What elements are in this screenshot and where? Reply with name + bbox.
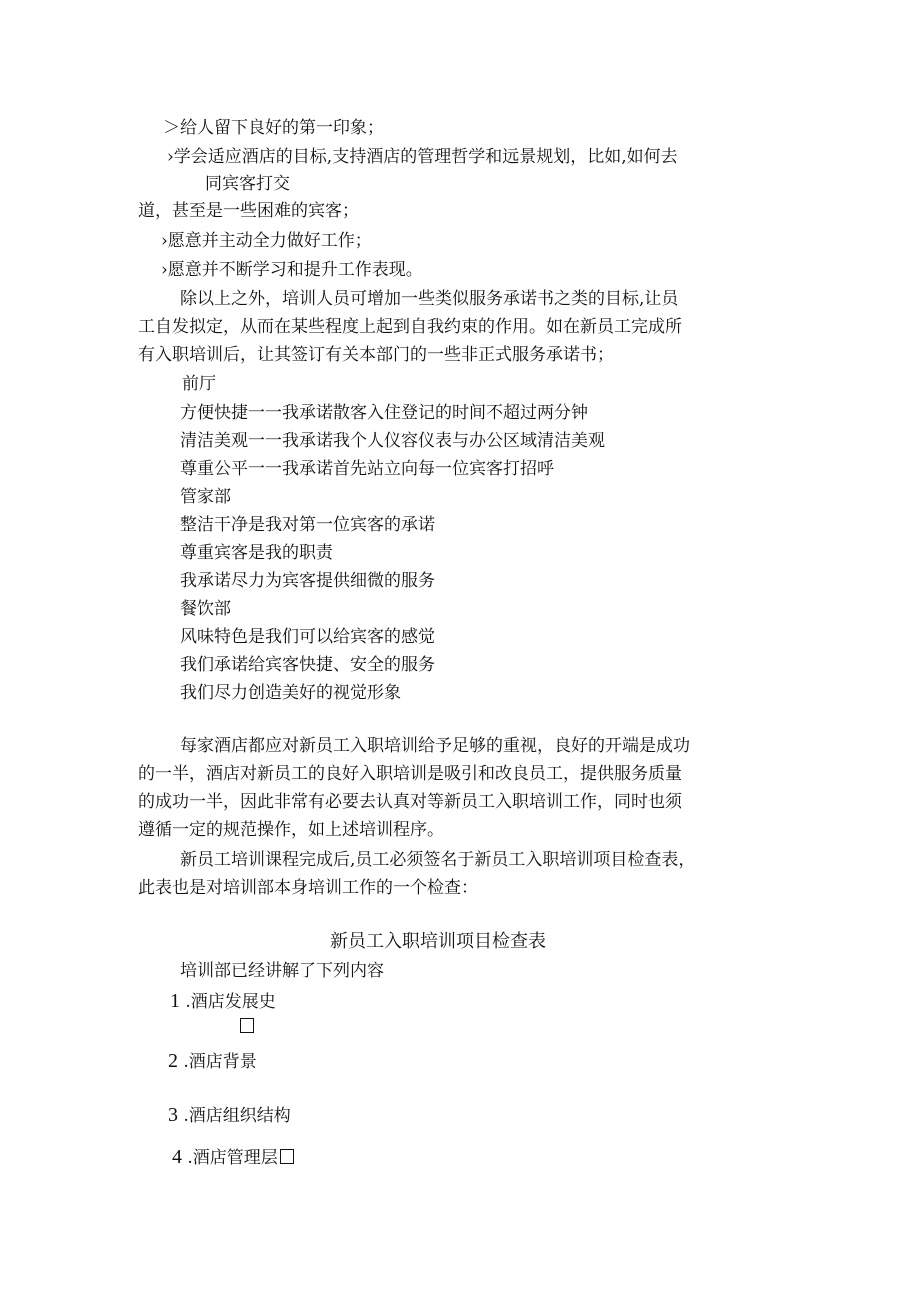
para3-line-1: 新员工培训课程完成后,员工必须签名于新员工入职培训项目检查表， xyxy=(180,850,696,870)
para2-line-1: 每家酒店都应对新员工入职培训给予足够的重视，良好的开端是成功 xyxy=(180,736,690,756)
checklist-item-4 xyxy=(172,1146,294,1169)
bullet-adapt-goals-cont2: 道，甚至是一些困难的宾客； xyxy=(138,201,359,221)
pledge-item: 清洁美观一一我承诺我个人仪容仪表与办公区域清洁美观 xyxy=(180,431,605,451)
checkbox-icon[interactable] xyxy=(240,1018,254,1033)
checklist-item-3 xyxy=(168,1104,291,1127)
checklist-item-number: 1 xyxy=(170,990,180,1012)
checklist-item-text: .酒店背景 xyxy=(183,1052,257,1072)
pledge-item: 风味特色是我们可以给宾客的感觉 xyxy=(180,627,435,647)
checklist-item-1 xyxy=(170,990,276,1013)
bullet-adapt-goals: ›学会适应酒店的目标,支持酒店的管理哲学和远景规划，比如,如何去 xyxy=(167,147,678,167)
checkbox-icon[interactable] xyxy=(280,1149,294,1164)
checklist-item-number: 3 xyxy=(168,1104,178,1126)
para2-line-4: 遵循一定的规范操作，如上述培训程序。 xyxy=(138,820,444,840)
bullet-willing-learn: ›愿意并不断学习和提升工作表现。 xyxy=(161,260,423,280)
checklist-item-number: 4 xyxy=(172,1146,182,1168)
intro-line-2: 工自发拟定，从而在某些程度上起到自我约束的作用。如在新员工完成所 xyxy=(138,317,682,337)
para3-line-2: 此表也是对培训部本身培训工作的一个检查： xyxy=(138,878,478,898)
para2-line-3: 的成功一半，因此非常有必要去认真对等新员工入职培训工作，同时也须 xyxy=(138,792,682,812)
para2-line-2: 的一半，酒店对新员工的良好入职培训是吸引和改良员工，提供服务质量 xyxy=(138,764,682,784)
pledge-item: 尊重公平一一我承诺首先站立向每一位宾客打招呼 xyxy=(180,459,554,479)
pledge-item: 我承诺尽力为宾客提供细微的服务 xyxy=(180,571,435,591)
pledge-fnb-title: 餐饮部 xyxy=(180,599,231,619)
checklist-item-text: .酒店发展史 xyxy=(185,992,276,1012)
pledge-item: 尊重宾客是我的职责 xyxy=(180,543,333,563)
bullet-first-impression: ＞给人留下良好的第一印象； xyxy=(163,118,384,138)
pledge-item: 整洁干净是我对第一位宾客的承诺 xyxy=(180,515,435,535)
checklist-item-2 xyxy=(168,1050,257,1073)
checklist-item-1-checkbox[interactable] xyxy=(238,1016,254,1038)
checklist-item-text: .酒店管理层 xyxy=(187,1148,278,1168)
checklist-item-text: .酒店组织结构 xyxy=(183,1106,291,1126)
pledge-item: 我们尽力创造美好的视觉形象 xyxy=(180,683,401,703)
pledge-front-desk-title: 前厅 xyxy=(182,374,216,394)
pledge-item: 方便快捷一一我承诺散客入住登记的时间不超过两分钟 xyxy=(180,403,588,423)
pledge-housekeeping-title: 管家部 xyxy=(180,487,231,507)
checklist-item-number: 2 xyxy=(168,1050,178,1072)
bullet-willing-work: ›愿意并主动全力做好工作； xyxy=(161,231,372,251)
pledge-item: 我们承诺给宾客快捷、安全的服务 xyxy=(180,655,435,675)
checklist-title: 新员工入职培训项目检查表 xyxy=(330,931,546,952)
checklist-subtitle: 培训部已经讲解了下列内容 xyxy=(180,961,384,981)
intro-line-1: 除以上之外，培训人员可增加一些类似服务承诺书之类的目标,让员 xyxy=(180,289,679,309)
intro-line-3: 有入职培训后，让其签订有关本部门的一些非正式服务承诺书； xyxy=(138,345,614,365)
bullet-adapt-goals-cont: 同宾客打交 xyxy=(205,174,290,194)
